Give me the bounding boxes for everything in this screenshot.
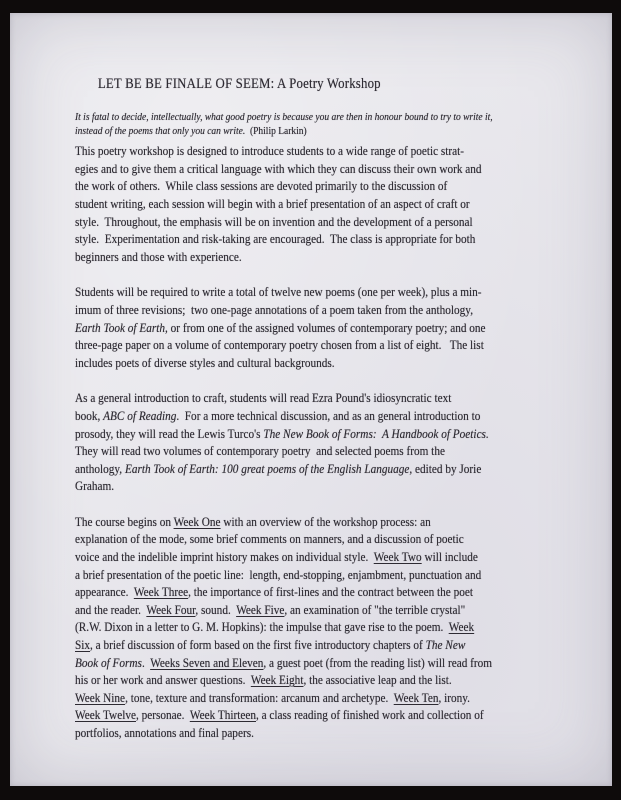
text-line: anthology, Earth Took of Earth: 100 great poems of the English Language, edited by Jorie: [75, 461, 482, 476]
text-line: includes poets of diverse styles and cultural backgrounds.: [75, 355, 335, 370]
text-line: three-page paper on a volume of contemporary poetry chosen from a list of eight. The list: [75, 338, 484, 353]
text-line: voice and the indelible imprint history makes on individual style. Week Two will include: [75, 550, 478, 565]
text-line: a brief presentation of the poetic line: length, end-stopping, enjambment, punctuation and: [75, 567, 482, 582]
document-title: LET BE BE FINALE OF SEEM: A Poetry Workshop: [97, 76, 381, 92]
document-content: [75, 75, 568, 761]
text-line: his or her work and answer questions. Week Eight, the associative leap and the list.: [75, 673, 452, 688]
text-line: Week Nine, tone, texture and transformation: arcanum and archetype. Week Ten, irony.: [75, 690, 470, 705]
text-line: explanation of the mode, some brief comments on manners, and a discussion of poetic: [75, 532, 464, 547]
text-line: instead of the poems that only you can write. (Philip Larkin): [75, 124, 307, 137]
text-line: This poetry workshop is designed to introduce students to a wide range of poetic strat-: [75, 144, 465, 159]
text-line: and the reader. Week Four, sound. Week Five, an examination of "the terrible crystal": [75, 602, 466, 617]
text-line: Book of Forms. Weeks Seven and Eleven, a guest poet (from the reading list) will read from: [75, 655, 493, 670]
paragraph-readings: [75, 390, 568, 496]
text-line: the work of others. While class sessions are devoted primarily to the discussion of: [75, 179, 448, 194]
text-line: egies and to give them a critical language with which they can discuss their own work and: [75, 161, 482, 176]
text-line: They will read two volumes of contemporary poetry and selected poems from the: [75, 444, 445, 459]
text-line: Six, a brief discussion of form based on the first five introductory chapters of The New: [75, 638, 466, 653]
text-line: Earth Took of Earth, or from one of the assigned volumes of contemporary poetry; and one: [75, 320, 486, 335]
paragraph-requirements: [75, 284, 568, 372]
text-line: It is fatal to decide, intellectually, what good poetry is because you are then in honour bound to try to write it,: [75, 111, 493, 123]
text-line: appearance. Week Three, the importance of first-lines and the contract between the poet: [75, 585, 473, 600]
epigraph-quote: [75, 111, 568, 138]
text-line: (R.W. Dixon in a letter to G. M. Hopkins): the impulse that gave rise to the poem. Week: [75, 620, 475, 635]
text-line: Students will be required to write a total of twelve new poems (one per week), plus a min-: [75, 285, 482, 300]
text-line: book, ABC of Reading. For a more technical discussion, and as an general introduction to: [75, 408, 481, 423]
text-line: portfolios, annotations and final papers.: [75, 726, 254, 740]
paragraph-workshop-overview: [75, 143, 568, 266]
text-line: Graham.: [75, 479, 115, 494]
text-line: prosody, they will read the Lewis Turco's The New Book of Forms: A Handbook of Poetics.: [75, 426, 489, 441]
text-line: As a general introduction to craft, students will read Ezra Pound's idiosyncratic text: [75, 391, 452, 406]
text-line: imum of three revisions; two one-page annotations of a poem taken from the anthology,: [75, 302, 474, 317]
paragraph-weekly-schedule: [75, 514, 568, 743]
text-line: style. Experimentation and risk-taking are encouraged. The class is appropriate for both: [75, 232, 476, 247]
text-line: student writing, each session will begin with a brief presentation of an aspect of craft or: [75, 196, 470, 211]
text-line: The course begins on Week One with an overview of the workshop process: an: [75, 514, 431, 529]
text-line: beginners and those with experience.: [75, 249, 242, 264]
text-line: Week Twelve, personae. Week Thirteen, a class reading of finished work and collection of: [75, 708, 484, 723]
scanned-page: [10, 13, 612, 786]
text-line: style. Throughout, the emphasis will be on invention and the development of a personal: [75, 214, 473, 229]
